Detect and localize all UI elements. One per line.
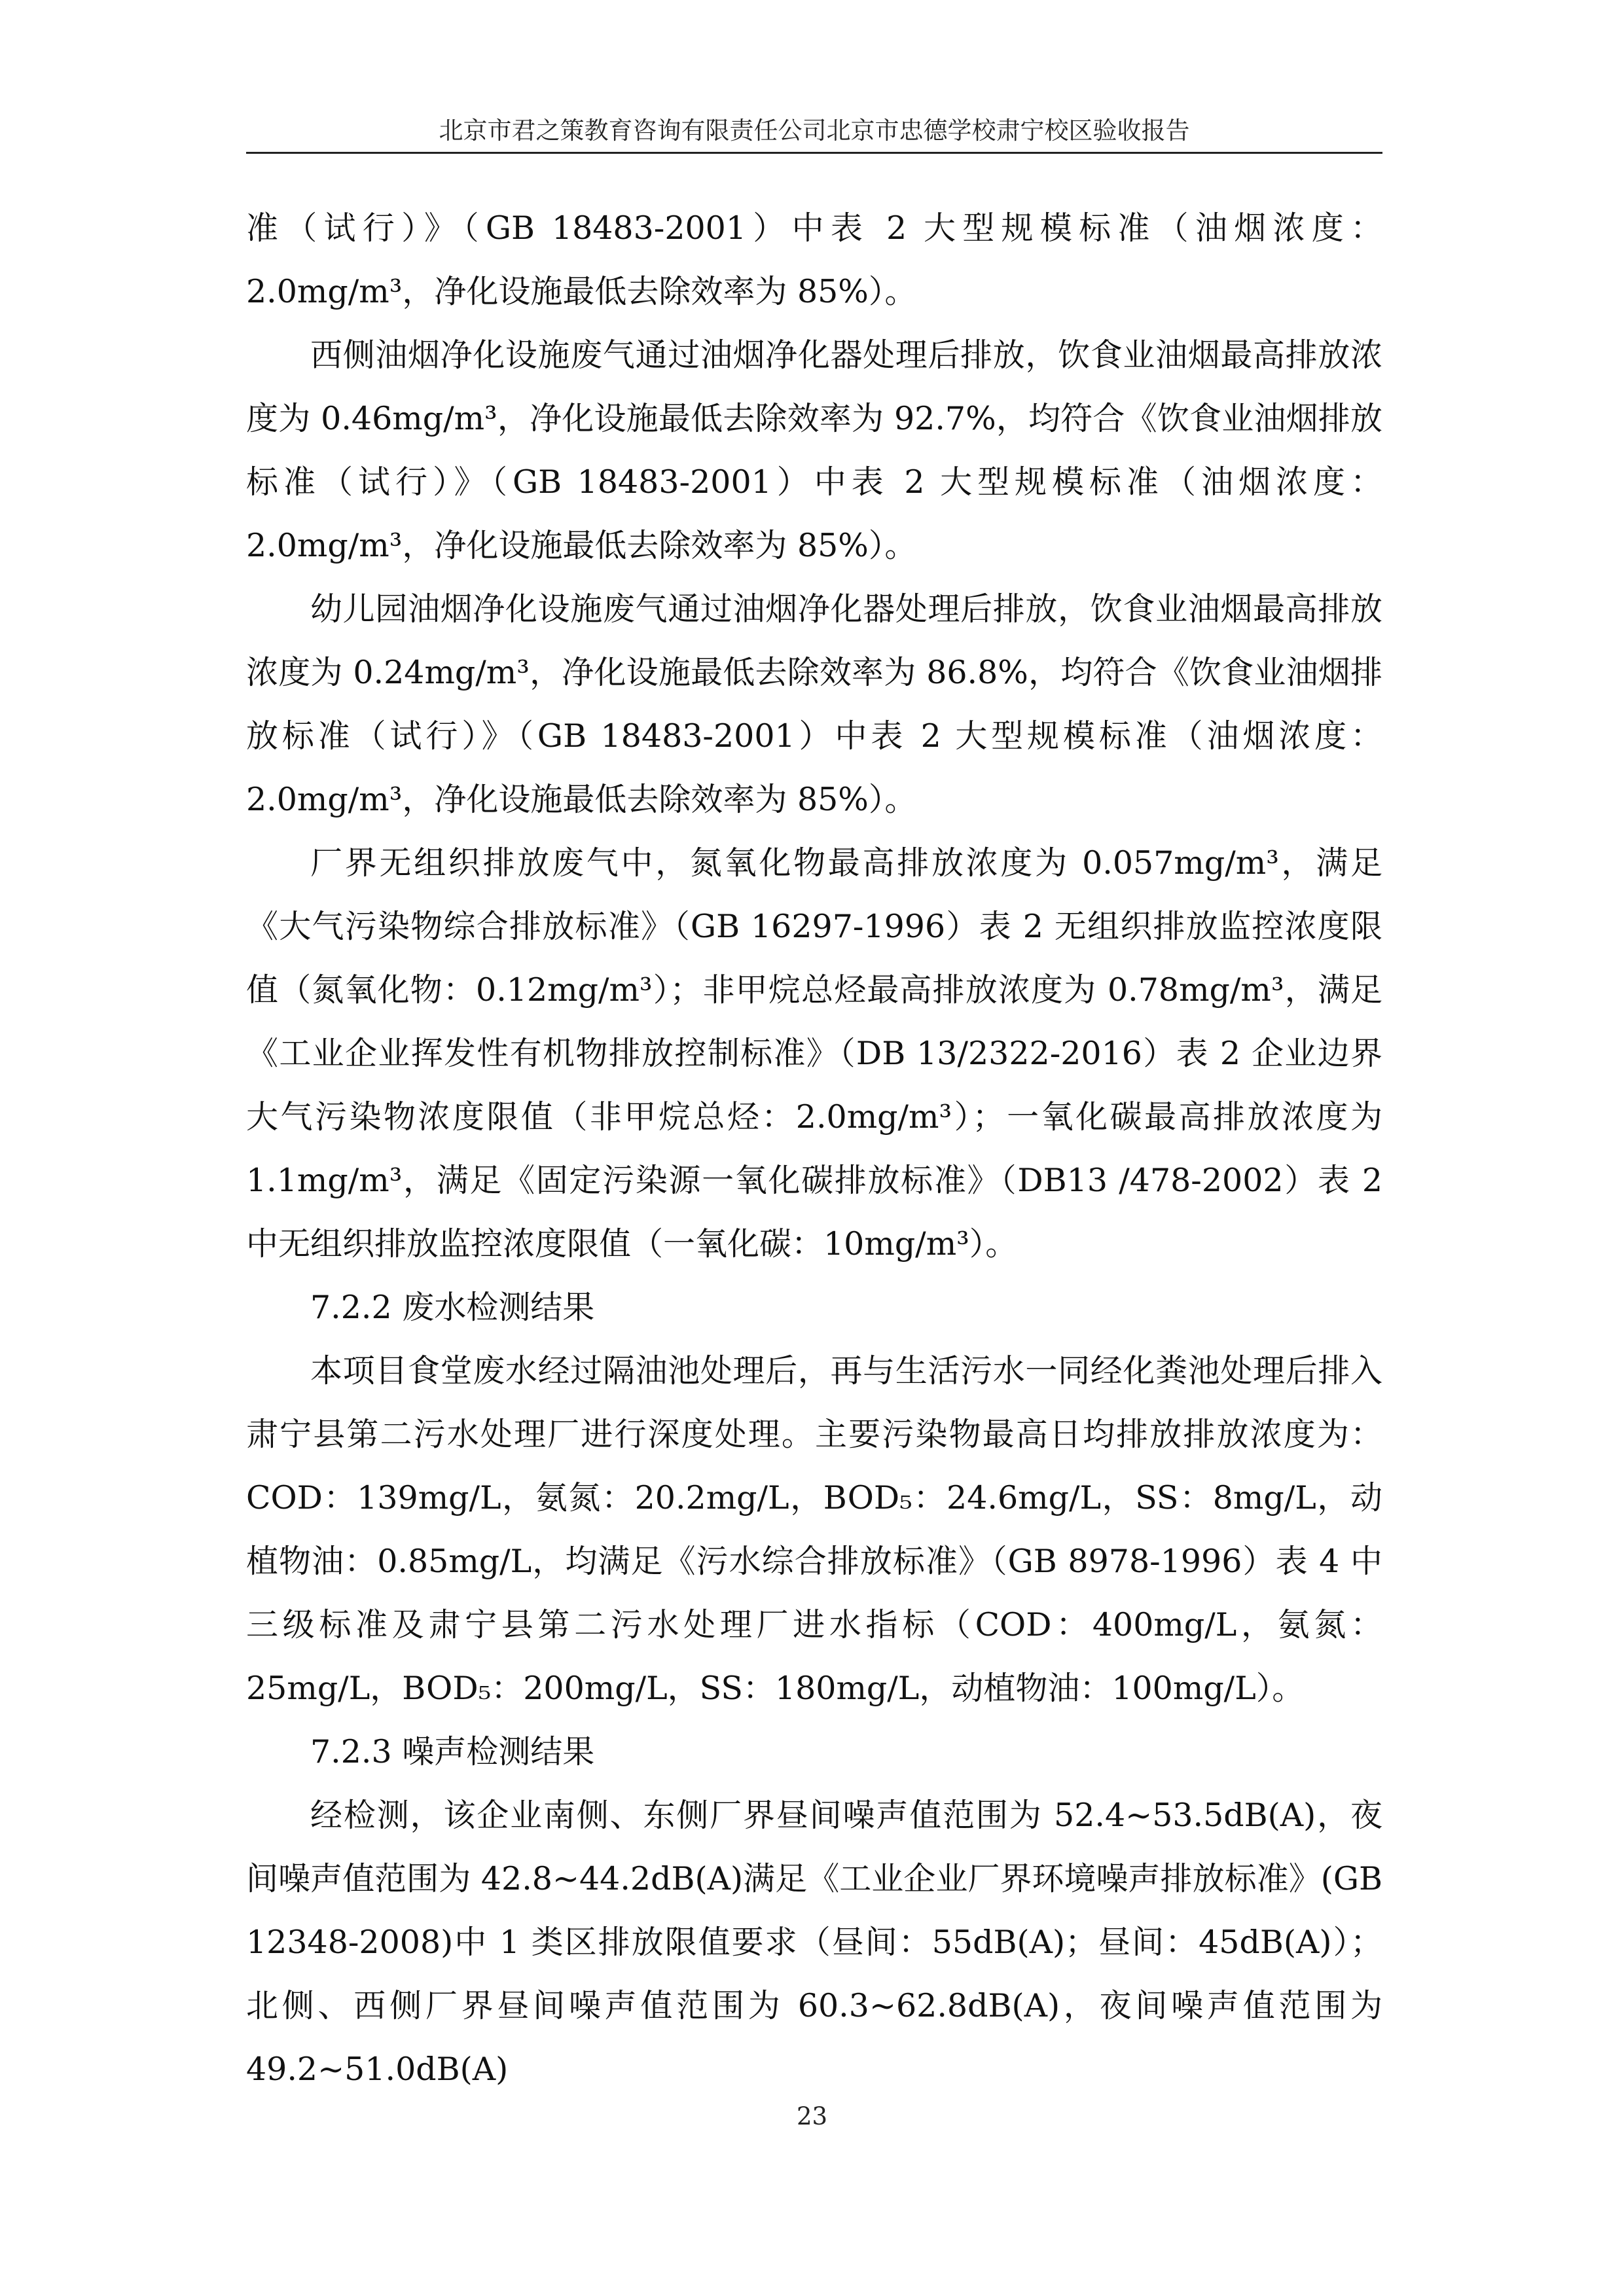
header-divider <box>246 152 1382 154</box>
paragraph-wastewater-results: 本项目食堂废水经过隔油池处理后，再与生活污水一同经化粪池处理后排入肃宁县第二污水处理厂进行深度处理。主要污染物最高日均排放排放浓度为：COD：139mg/L，氨氮：20.2mg/L，BOD₅：24.6mg/L，SS：8mg/L，动植物油：0.85mg/L，均满足《污水综合排放标准》（GB 8978-1996）表 4 中三级标准及肃宁县第二污水处理厂进水指标（COD：400mg/L，氨氮：25mg/L，BOD₅：200mg/L，SS：180mg/L，动植物油：100mg/L）。 <box>246 1352 1382 1707</box>
document-body <box>246 196 1382 2101</box>
running-header: 北京市君之策教育咨询有限责任公司北京市忠德学校肃宁校区验收报告 <box>439 117 1190 145</box>
section-heading-wastewater: 7.2.2 废水检测结果 <box>310 1289 595 1326</box>
paragraph-kindergarten-oil-fume: 幼儿园油烟净化设施废气通过油烟净化器处理后排放，饮食业油烟最高排放浓度为 0.24mg/m³，净化设施最低去除效率为 86.8%，均符合《饮食业油烟排放标准（试行）》（GB 18483-2001）中表 2 大型规模标准（油烟浓度：2.0mg/m³，净化设施最低去除效率为 85%）。 <box>246 590 1382 818</box>
paragraph-west-oil-fume: 西侧油烟净化设施废气通过油烟净化器处理后排放，饮食业油烟最高排放浓度为 0.46mg/m³，净化设施最低去除效率为 92.7%，均符合《饮食业油烟排放标准（试行）》（GB 18483-2001）中表 2 大型规模标准（油烟浓度：2.0mg/m³，净化设施最低去除效率为 85%）。 <box>246 336 1382 564</box>
paragraph-fugitive-emissions: 厂界无组织排放废气中，氮氧化物最高排放浓度为 0.057mg/m³，满足《大气污染物综合排放标准》（GB 16297-1996）表 2 无组织排放监控浓度限值（氮氧化物：0.12mg/m³）；非甲烷总烃最高排放浓度为 0.78mg/m³，满足《工业企业挥发性有机物排放控制标准》（DB 13/2322-2016）表 2 企业边界大气污染物浓度限值（非甲烷总烃：2.0mg/m³）；一氧化碳最高排放浓度为 1.1mg/m³，满足《固定污染源一氧化碳排放标准》（DB13 /478-2002）表 2 中无组织排放监控浓度限值（一氧化碳：10mg/m³）。 <box>246 844 1382 1263</box>
paragraph-oil-fume-standard-continued: 准（试行）》（GB 18483-2001）中表 2 大型规模标准（油烟浓度：2.0mg/m³，净化设施最低去除效率为 85%）。 <box>246 209 1382 310</box>
paragraph-noise-results: 经检测，该企业南侧、东侧厂界昼间噪声值范围为 52.4~53.5dB(A)，夜间噪声值范围为 42.8~44.2dB(A)满足《工业企业厂界环境噪声排放标准》(GB 12348-2008)中 1 类区排放限值要求（昼间：55dB(A)；昼间：45dB(A)）；北侧、西侧厂界昼间噪声值范围为 60.3~62.8dB(A)，夜间噪声值范围为 49.2~51.0dB(A) <box>246 1797 1382 2088</box>
section-heading-noise: 7.2.3 噪声检测结果 <box>310 1733 595 1770</box>
page-number: 23 <box>796 2102 828 2130</box>
